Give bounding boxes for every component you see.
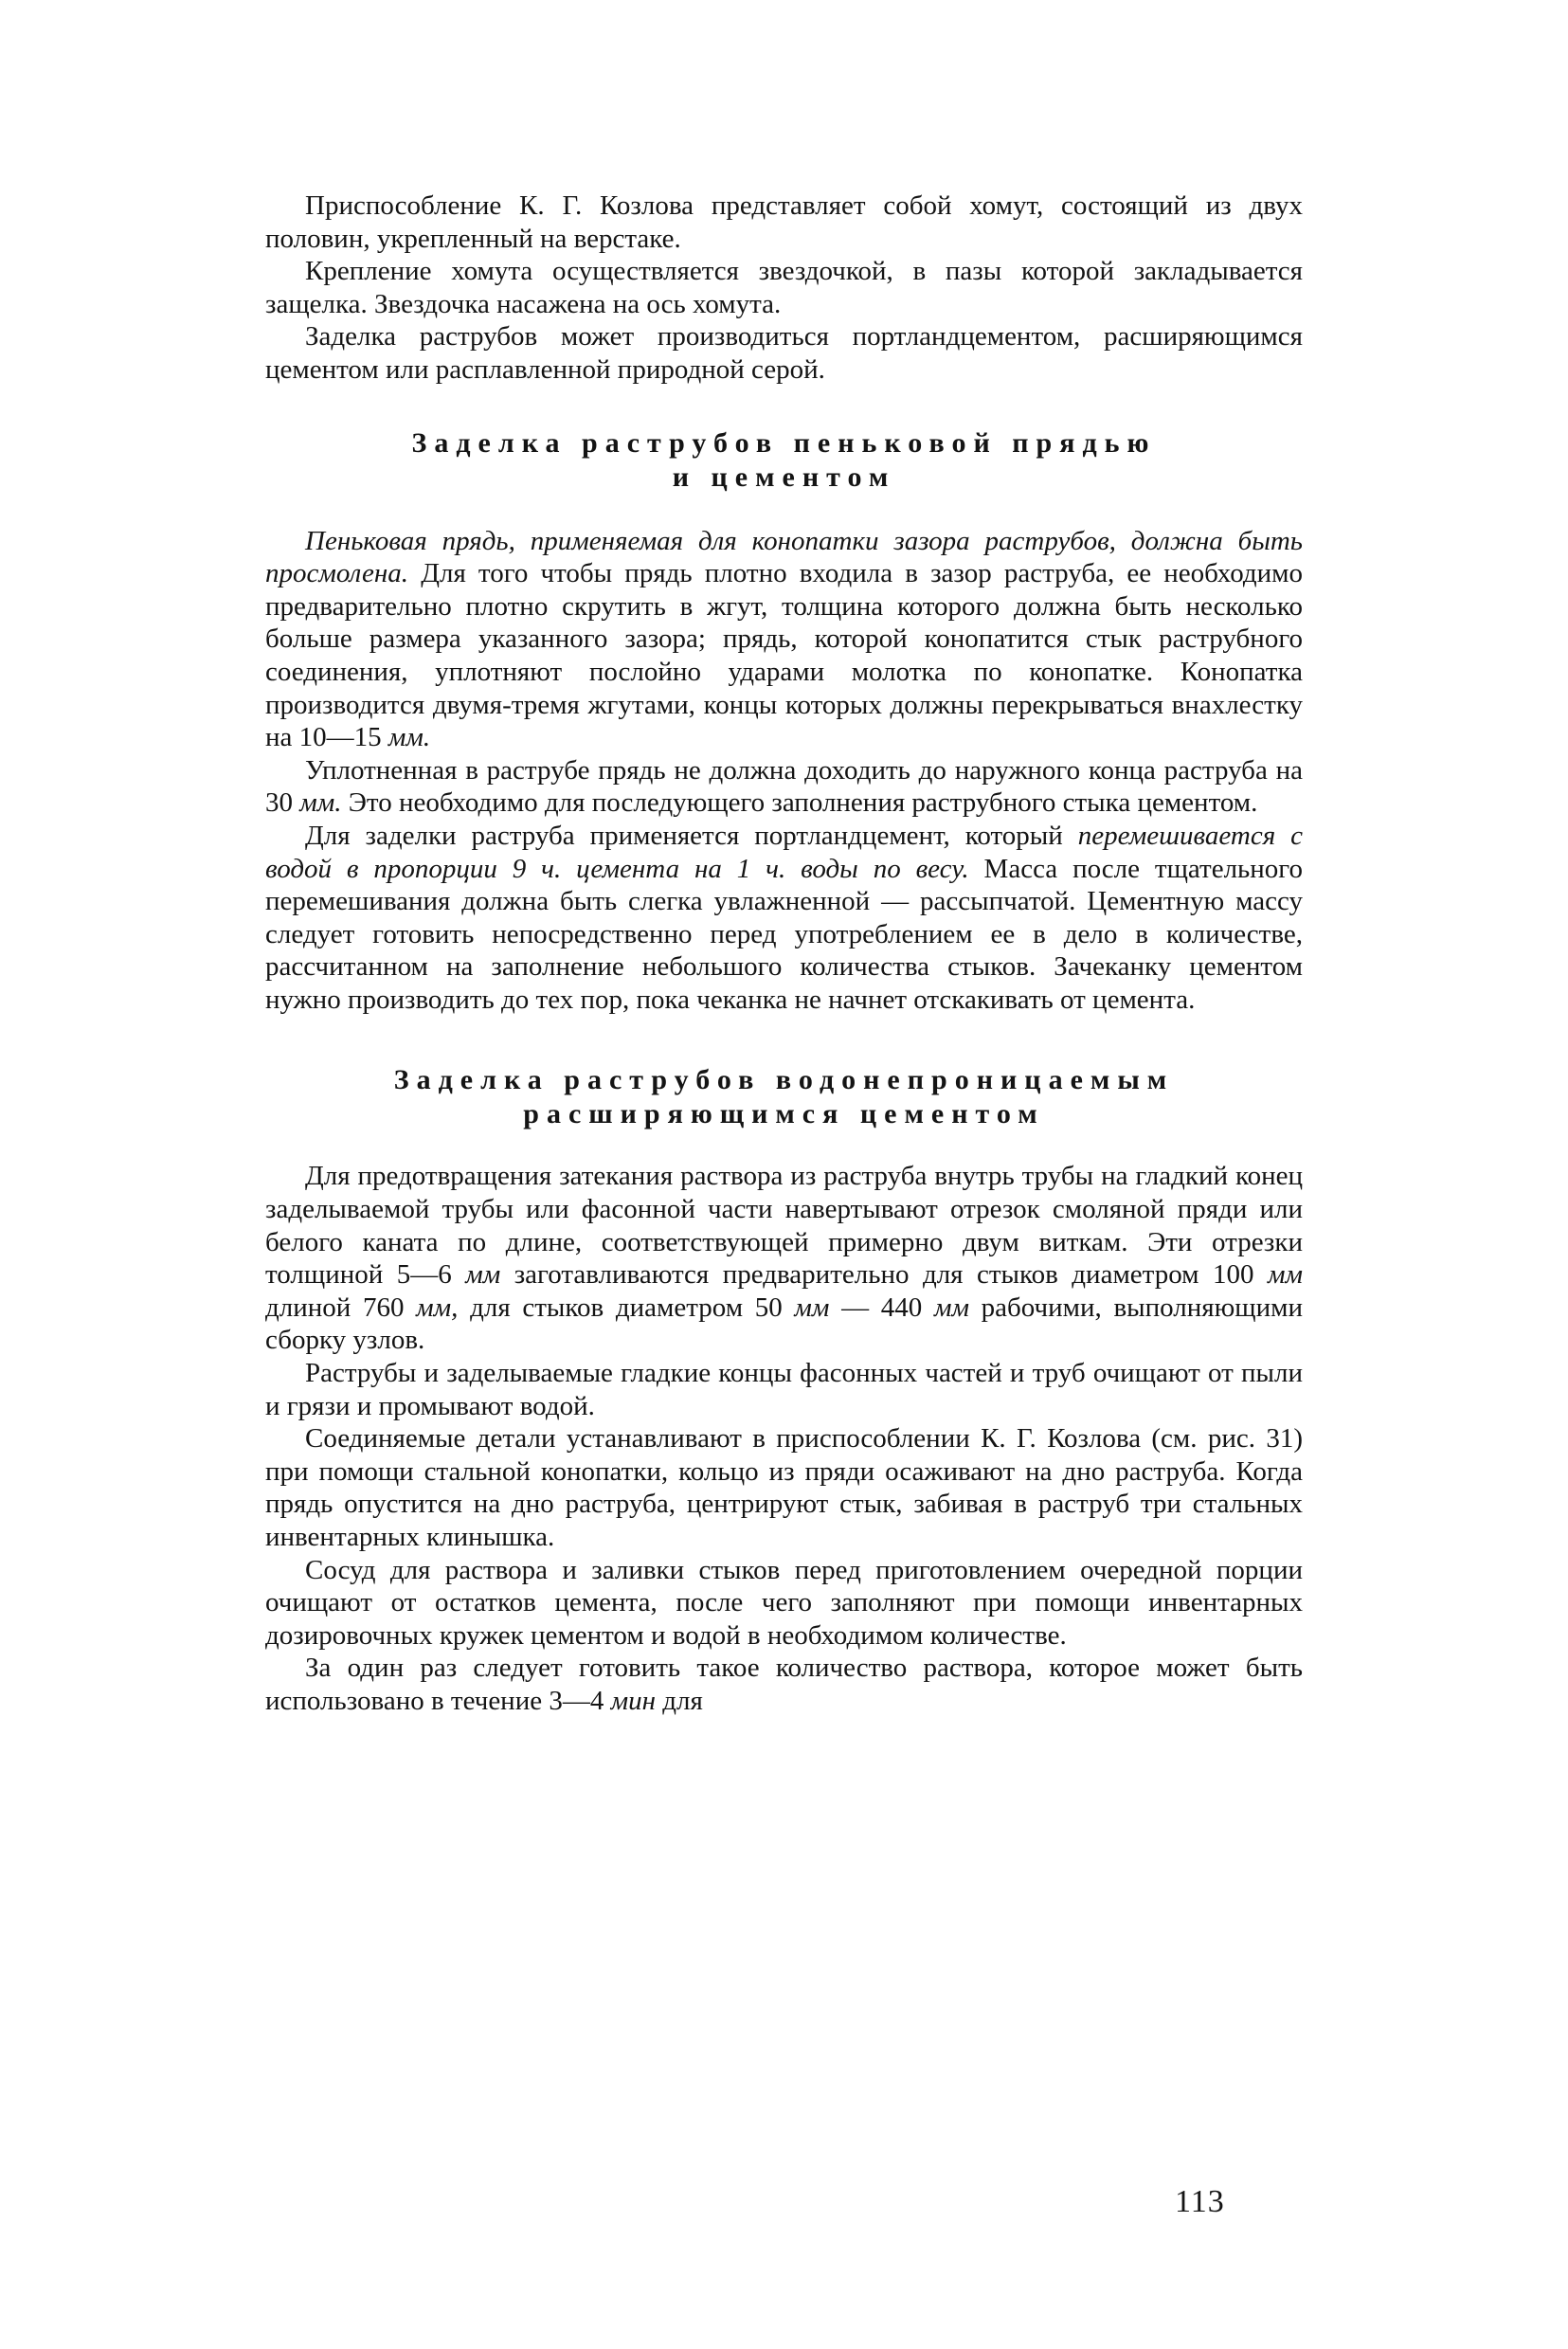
section2-paragraph-5 xyxy=(265,1652,1303,1717)
paragraph-text: Для того чтобы прядь плотно входила в зазор раструба, ее необходимо предварительно плотно скрутить в жгут, толщина которого должна быть несколько больше размера указанного зазора; прядь, которой конопатится стык раструбного соединения, уплотняют послойно ударами молотка по конопатке. Конопатка производится двумя-тремя жгутами, концы которых должны перекрываться внахлестку на 10—15 xyxy=(265,558,1303,753)
paragraph-text: За один раз следует готовить такое количество раствора, которое может быть использовано в течение 3—4 xyxy=(265,1653,1303,1716)
paragraph-text: Масса после тщательного перемешивания должна быть слегка увлажненной — рассыпчатой. Цементную массу следует готовить непосредственно перед употреблением ее в дело в количестве, рассчитанном на заполнение небольшого количества стыков. Зачеканку цементом нужно производить до тех пор, пока чеканка не начнет отскакивать от цемента. xyxy=(265,853,1303,1015)
unit-text: мм xyxy=(794,1292,830,1323)
paragraph-text: заготавливаются предварительно для стыков диаметром 100 xyxy=(500,1259,1268,1291)
italic-text: Пеньковая прядь, применяемая для конопатки зазора раструбов, должна быть просмолена. xyxy=(265,525,1303,589)
section1-paragraph-2 xyxy=(265,754,1303,820)
section-heading-hemp-strand xyxy=(265,426,1303,495)
paragraph-text: для xyxy=(656,1685,703,1716)
section1-paragraph-1 xyxy=(265,525,1303,754)
section2-paragraph-3: Соединяемые детали устанавливают в приспособлении К. Г. Козлова (см. рис. 31) при помощи стальной конопатки, кольцо из пряди осаживают на дно раструба. Когда прядь опустится на дно раструба, центрируют стык, забивая в раструб три стальных инвентарных клинышка. xyxy=(265,1423,1303,1552)
page-body xyxy=(265,190,1303,1718)
intro-paragraph-2: Крепление хомута осуществляется звездочкой, в пазы которой закладывается защелка. Звездочка насажена на ось хомута. xyxy=(265,256,1303,319)
paragraph-text: Это необходимо для последующего заполнения раструбного стыка цементом. xyxy=(341,787,1258,819)
intro-paragraph-1: Приспособление К. Г. Козлова представляет собой хомут, состоящий из двух половин, укрепленный на верстаке. xyxy=(265,190,1303,254)
section1-paragraph-3 xyxy=(265,820,1303,1017)
section2-paragraph-4: Сосуд для раствора и заливки стыков перед приготовлением очередной порции очищают от остатков цемента, после чего заполняют при помощи инвентарных дозировочных кружек цементом и водой в необходимом количестве. xyxy=(265,1554,1303,1651)
section-heading-line: Заделка раструбов водонепроницаемым xyxy=(393,1064,1175,1096)
paragraph-text: Для заделки раструба применяется портландцемент, который xyxy=(305,820,1078,851)
page-number: 113 xyxy=(1175,2184,1225,2219)
unit-text: мин xyxy=(610,1685,657,1716)
unit-text: мм. xyxy=(299,787,342,819)
paragraph-text: длиной 760 xyxy=(265,1292,417,1323)
unit-text: мм xyxy=(933,1292,969,1323)
unit-text: мм. xyxy=(387,722,431,753)
italic-text: перемешивается с водой в пропорции 9 ч. цемента на 1 ч. воды по весу. xyxy=(265,820,1303,884)
section-heading-line: Заделка раструбов пеньковой прядью xyxy=(411,426,1157,459)
section2-paragraph-1 xyxy=(265,1160,1303,1357)
unit-text: мм xyxy=(1267,1259,1303,1291)
unit-text: мм, xyxy=(416,1292,459,1323)
intro-paragraph-3: Заделка раструбов может производиться портландцементом, расширяющимся цементом или расплавленной природной серой. xyxy=(265,321,1303,385)
unit-text: мм xyxy=(465,1259,501,1291)
section-heading-expanding-cement xyxy=(265,1063,1303,1131)
paragraph-text: рабочими, выполняющими сборку узлов. xyxy=(265,1292,1303,1356)
paragraph-text: Уплотненная в раструбе прядь не должна доходить до наружного конца раструба на 30 xyxy=(265,754,1303,819)
paragraph-text: — 440 xyxy=(829,1292,934,1323)
paragraph-text: Для предотвращения затекания раствора из раструба внутрь трубы на гладкий конец заделываемой трубы или фасонной части навертывают отрезок смоляной пряди или белого каната по длине, соответствующей примерно двум виткам. Эти отрезки толщиной 5—6 xyxy=(265,1161,1303,1291)
section-heading-line: расширяющимся цементом xyxy=(523,1098,1045,1130)
section-heading-line: и цементом xyxy=(672,461,896,493)
paragraph-text: для стыков диаметром 50 xyxy=(458,1292,795,1323)
section2-paragraph-2: Раструбы и заделываемые гладкие концы фасонных частей и труб очищают от пыли и грязи и промывают водой. xyxy=(265,1358,1303,1421)
